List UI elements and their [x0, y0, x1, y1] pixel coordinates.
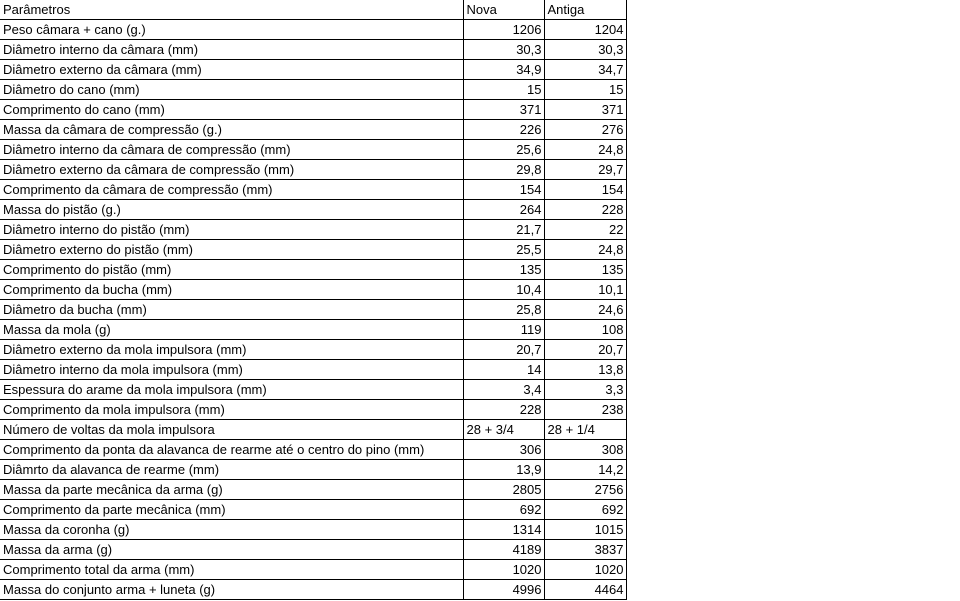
nova-value-cell: 306 [463, 440, 544, 460]
table-row [0, 480, 626, 500]
parameter-cell: Comprimento da câmara de compressão (mm) [0, 180, 463, 200]
table-row [0, 240, 626, 260]
antiga-value-cell: 13,8 [544, 360, 626, 380]
table-row [0, 280, 626, 300]
table-row [0, 460, 626, 480]
parameter-cell: Massa do pistão (g.) [0, 200, 463, 220]
antiga-value-cell: 1020 [544, 560, 626, 580]
nova-value-cell: 25,6 [463, 140, 544, 160]
table-row [0, 500, 626, 520]
nova-value-cell: 13,9 [463, 460, 544, 480]
antiga-value-cell: 3837 [544, 540, 626, 560]
nova-value-cell: 1020 [463, 560, 544, 580]
antiga-value-cell: 135 [544, 260, 626, 280]
parameter-cell: Diâmetro externo da câmara de compressão (mm) [0, 160, 463, 180]
nova-value-cell: 264 [463, 200, 544, 220]
antiga-value-cell: 14,2 [544, 460, 626, 480]
antiga-value-cell: 20,7 [544, 340, 626, 360]
parameter-cell: Massa da parte mecânica da arma (g) [0, 480, 463, 500]
parameter-cell: Massa da câmara de compressão (g.) [0, 120, 463, 140]
nova-value-cell: 4189 [463, 540, 544, 560]
antiga-value-cell: 30,3 [544, 40, 626, 60]
antiga-value-cell: 1204 [544, 20, 626, 40]
antiga-value-cell: 1015 [544, 520, 626, 540]
antiga-value-cell: 371 [544, 100, 626, 120]
table-row [0, 400, 626, 420]
antiga-value-cell: 34,7 [544, 60, 626, 80]
table-row [0, 360, 626, 380]
table-row [0, 380, 626, 400]
table-row [0, 120, 626, 140]
parameter-cell: Diâmetro externo do pistão (mm) [0, 240, 463, 260]
table-row [0, 160, 626, 180]
table-row [0, 560, 626, 580]
nova-value-cell: 4996 [463, 580, 544, 600]
nova-value-cell: 692 [463, 500, 544, 520]
nova-value-cell: 228 [463, 400, 544, 420]
parameter-cell: Diâmetro externo da mola impulsora (mm) [0, 340, 463, 360]
header-cell-nova: Nova [463, 0, 544, 20]
antiga-value-cell: 238 [544, 400, 626, 420]
table-row [0, 440, 626, 460]
nova-value-cell: 25,8 [463, 300, 544, 320]
nova-value-cell: 226 [463, 120, 544, 140]
parameter-cell: Massa do conjunto arma + luneta (g) [0, 580, 463, 600]
parameter-cell: Diâmetro do cano (mm) [0, 80, 463, 100]
table-row [0, 520, 626, 540]
parameter-cell: Número de voltas da mola impulsora [0, 420, 463, 440]
nova-value-cell: 135 [463, 260, 544, 280]
parameter-cell: Diâmetro interno do pistão (mm) [0, 220, 463, 240]
antiga-value-cell: 276 [544, 120, 626, 140]
table-row [0, 300, 626, 320]
nova-value-cell: 154 [463, 180, 544, 200]
nova-value-cell: 14 [463, 360, 544, 380]
nova-value-cell: 34,9 [463, 60, 544, 80]
parameter-cell: Diâmetro interno da câmara de compressão (mm) [0, 140, 463, 160]
antiga-value-cell: 228 [544, 200, 626, 220]
parameter-cell: Massa da arma (g) [0, 540, 463, 560]
nova-value-cell: 20,7 [463, 340, 544, 360]
table-row [0, 340, 626, 360]
antiga-value-cell: 28 + 1/4 [544, 420, 626, 440]
antiga-value-cell: 692 [544, 500, 626, 520]
parameter-cell: Massa da coronha (g) [0, 520, 463, 540]
antiga-value-cell: 24,8 [544, 240, 626, 260]
parameter-cell: Comprimento da ponta da alavanca de rearme até o centro do pino (mm) [0, 440, 463, 460]
table-row [0, 220, 626, 240]
parameter-cell: Peso câmara + cano (g.) [0, 20, 463, 40]
antiga-value-cell: 4464 [544, 580, 626, 600]
nova-value-cell: 25,5 [463, 240, 544, 260]
nova-value-cell: 1206 [463, 20, 544, 40]
parameter-cell: Comprimento da bucha (mm) [0, 280, 463, 300]
table-row [0, 200, 626, 220]
parameter-cell: Diâmetro externo da câmara (mm) [0, 60, 463, 80]
table-row [0, 100, 626, 120]
parameter-cell: Diâmrto da alavanca de rearme (mm) [0, 460, 463, 480]
header-cell-antiga: Antiga [544, 0, 626, 20]
antiga-value-cell: 308 [544, 440, 626, 460]
nova-value-cell: 371 [463, 100, 544, 120]
nova-value-cell: 119 [463, 320, 544, 340]
table-row [0, 180, 626, 200]
table-row [0, 40, 626, 60]
parameter-cell: Comprimento do cano (mm) [0, 100, 463, 120]
nova-value-cell: 29,8 [463, 160, 544, 180]
table-row [0, 540, 626, 560]
parameter-cell: Diâmetro da bucha (mm) [0, 300, 463, 320]
table-row [0, 320, 626, 340]
nova-value-cell: 15 [463, 80, 544, 100]
antiga-value-cell: 154 [544, 180, 626, 200]
nova-value-cell: 30,3 [463, 40, 544, 60]
antiga-value-cell: 3,3 [544, 380, 626, 400]
antiga-value-cell: 24,8 [544, 140, 626, 160]
table-row [0, 80, 626, 100]
nova-value-cell: 3,4 [463, 380, 544, 400]
antiga-value-cell: 29,7 [544, 160, 626, 180]
nova-value-cell: 21,7 [463, 220, 544, 240]
antiga-value-cell: 22 [544, 220, 626, 240]
antiga-value-cell: 10,1 [544, 280, 626, 300]
antiga-value-cell: 2756 [544, 480, 626, 500]
parameter-cell: Comprimento do pistão (mm) [0, 260, 463, 280]
nova-value-cell: 2805 [463, 480, 544, 500]
nova-value-cell: 28 + 3/4 [463, 420, 544, 440]
antiga-value-cell: 15 [544, 80, 626, 100]
parameter-cell: Comprimento da parte mecânica (mm) [0, 500, 463, 520]
table-row [0, 60, 626, 80]
parameter-cell: Espessura do arame da mola impulsora (mm) [0, 380, 463, 400]
table-row [0, 140, 626, 160]
table-row [0, 580, 626, 600]
header-cell-parametros: Parâmetros [0, 0, 463, 20]
table-row [0, 420, 626, 440]
header-row [0, 0, 626, 20]
antiga-value-cell: 24,6 [544, 300, 626, 320]
parameter-cell: Comprimento total da arma (mm) [0, 560, 463, 580]
parameter-cell: Comprimento da mola impulsora (mm) [0, 400, 463, 420]
parameter-cell: Massa da mola (g) [0, 320, 463, 340]
table-row [0, 260, 626, 280]
antiga-value-cell: 108 [544, 320, 626, 340]
nova-value-cell: 10,4 [463, 280, 544, 300]
parameter-cell: Diâmetro interno da câmara (mm) [0, 40, 463, 60]
table-row [0, 20, 626, 40]
parameter-cell: Diâmetro interno da mola impulsora (mm) [0, 360, 463, 380]
nova-value-cell: 1314 [463, 520, 544, 540]
